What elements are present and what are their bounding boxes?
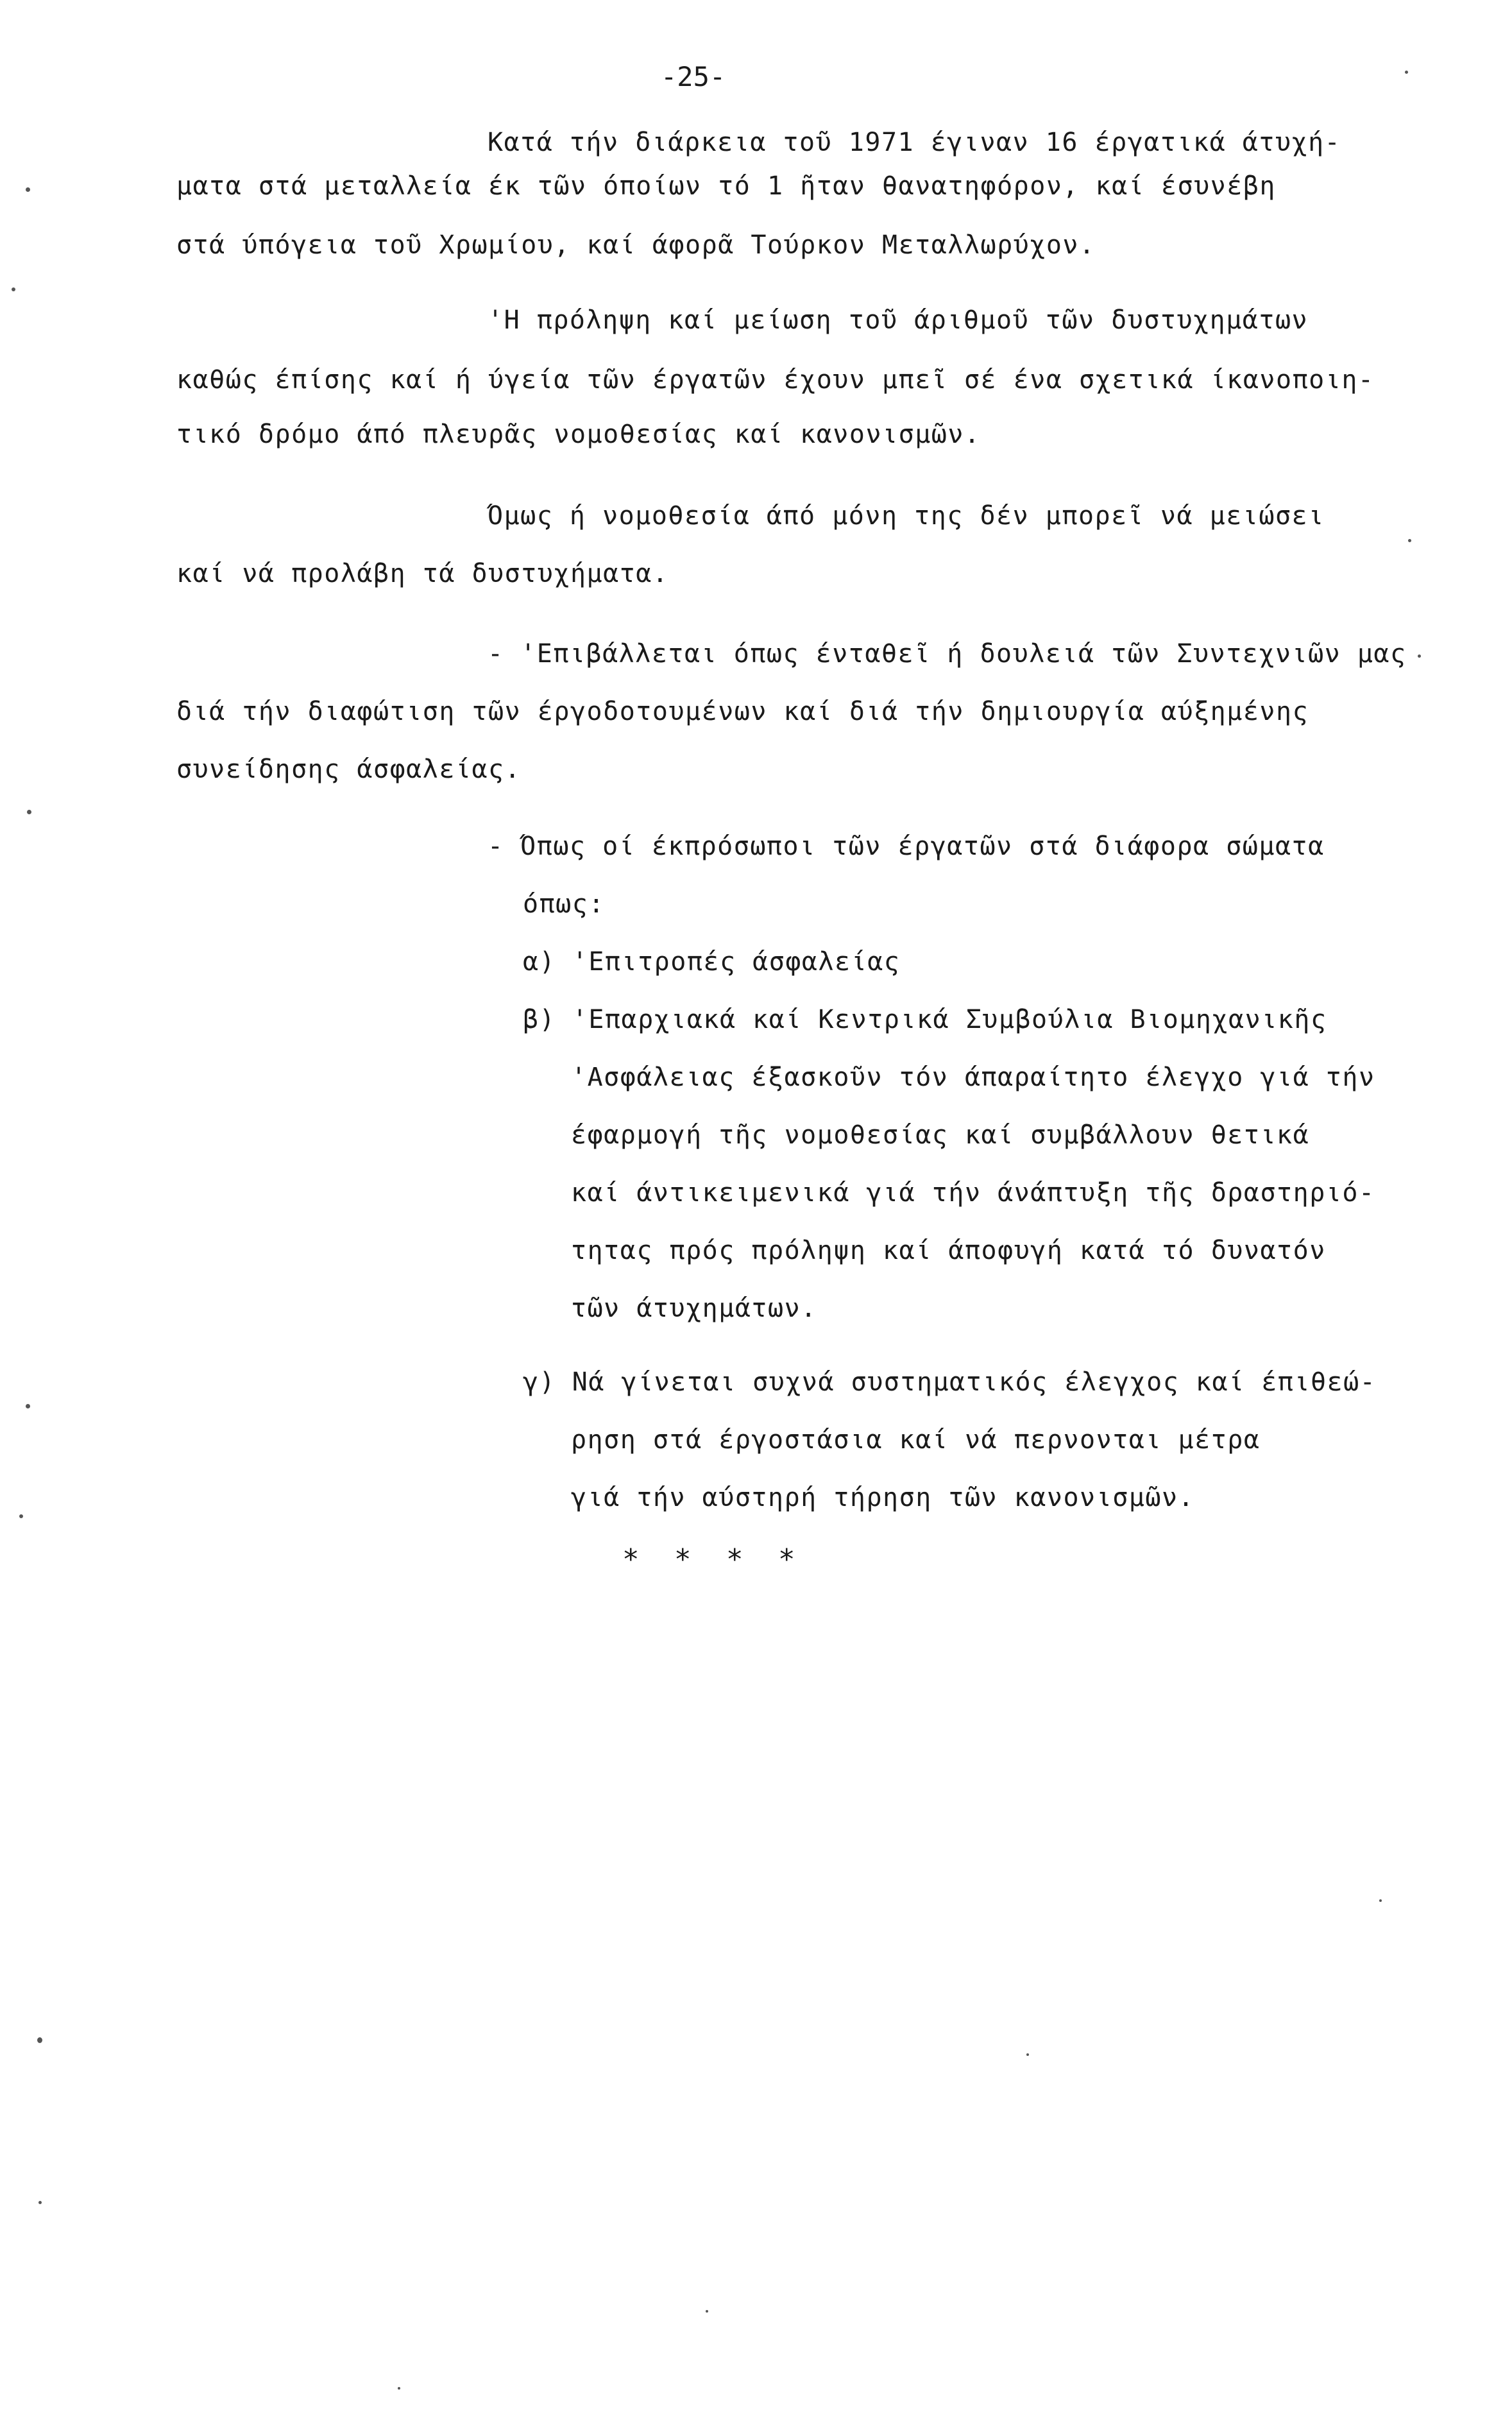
paragraph-5-line-2: όπως:: [523, 889, 605, 919]
scan-speck: [26, 1404, 30, 1408]
list-item-c-line-3: γιά τήν αύστηρή τήρηση τῶν κανονισμῶν.: [571, 1483, 1195, 1512]
paragraph-2-line-2: καθώς έπίσης καί ή ύγεία τῶν έργατῶν έχουν μπεῖ σέ ένα σχετικά ίκανοποιη-: [176, 365, 1375, 395]
list-item-c-line-2: ρηση στά έργοστάσια καί νά περνονται μέτρα: [571, 1425, 1261, 1455]
scan-speck: [1408, 539, 1411, 542]
section-separator: * * * *: [622, 1543, 804, 1576]
scan-speck: [27, 810, 31, 814]
list-item-b-line-5: τητας πρός πρόληψη καί άποφυγή κατά τό δυνατόν: [571, 1236, 1326, 1265]
paragraph-2-line-1: 'Η πρόληψη καί μείωση τοῦ άριθμοῦ τῶν δυστυχημάτων: [488, 305, 1309, 335]
scan-speck: [12, 287, 15, 291]
list-item-b-line-2: 'Ασφάλειας έξασκοῦν τόν άπαραίτητο έλεγχο γιά τήν: [571, 1063, 1375, 1092]
scan-speck: [1379, 1899, 1382, 1902]
scan-speck: [706, 2310, 708, 2313]
scan-speck: [398, 2387, 400, 2390]
list-item-b-line-4: καί άντικειμενικά γιά τήν άνάπτυξη τῆς δραστηριό-: [571, 1178, 1375, 1208]
paragraph-4-line-1: - 'Επιβάλλεται όπως ένταθεῖ ή δουλειά τῶν Συντεχνιῶν μας: [488, 639, 1407, 669]
page-number: -25-: [661, 61, 726, 92]
list-item-a: α) 'Επιτροπές άσφαλείας: [523, 947, 901, 977]
scan-speck: [37, 2037, 42, 2043]
scan-speck: [1418, 655, 1421, 658]
list-item-b-line-1: β) 'Επαρχιακά καί Κεντρικά Συμβούλια Βιομηχανικῆς: [523, 1005, 1327, 1034]
scan-speck: [38, 2201, 42, 2204]
paragraph-1-line-1: Κατά τήν διάρκεια τοῦ 1971 έγιναν 16 έργατικά άτυχή-: [488, 128, 1341, 157]
scan-speck: [1405, 71, 1408, 74]
list-item-c-line-1: γ) Νά γίνεται συχνά συστηματικός έλεγχος καί έπιθεώ-: [523, 1367, 1377, 1397]
list-item-b-line-3: έφαρμογή τῆς νομοθεσίας καί συμβάλλουν θετικά: [571, 1120, 1310, 1150]
paragraph-3-line-2: καί νά προλάβη τά δυστυχήματα.: [176, 559, 669, 588]
paragraph-3-line-1: Όμως ή νομοθεσία άπό μόνη της δέν μπορεῖ νά μειώσει: [488, 501, 1325, 531]
scan-speck: [19, 1514, 23, 1518]
list-item-b-line-6: τῶν άτυχημάτων.: [571, 1294, 817, 1323]
paragraph-4-line-3: συνείδησης άσφαλείας.: [176, 755, 522, 784]
paragraph-5-line-1: - Όπως οί έκπρόσωποι τῶν έργατῶν στά διάφορα σώματα: [488, 832, 1325, 861]
scan-speck: [26, 187, 30, 192]
scan-speck: [1026, 2053, 1029, 2056]
paragraph-1-line-2: ματα στά μεταλλεία έκ τῶν όποίων τό 1 ῆταν θανατηφόρον, καί έσυνέβη: [176, 171, 1276, 201]
paragraph-4-line-2: διά τήν διαφώτιση τῶν έργοδοτουμένων καί διά τήν δημιουργία αύξημένης: [176, 697, 1309, 726]
paragraph-2-line-3: τικό δρόμο άπό πλευρᾶς νομοθεσίας καί κανονισμῶν.: [176, 420, 981, 449]
paragraph-1-line-3: στά ύπόγεια τοῦ Χρωμίου, καί άφορᾶ Τούρκον Μεταλλωρύχον.: [176, 230, 1096, 260]
